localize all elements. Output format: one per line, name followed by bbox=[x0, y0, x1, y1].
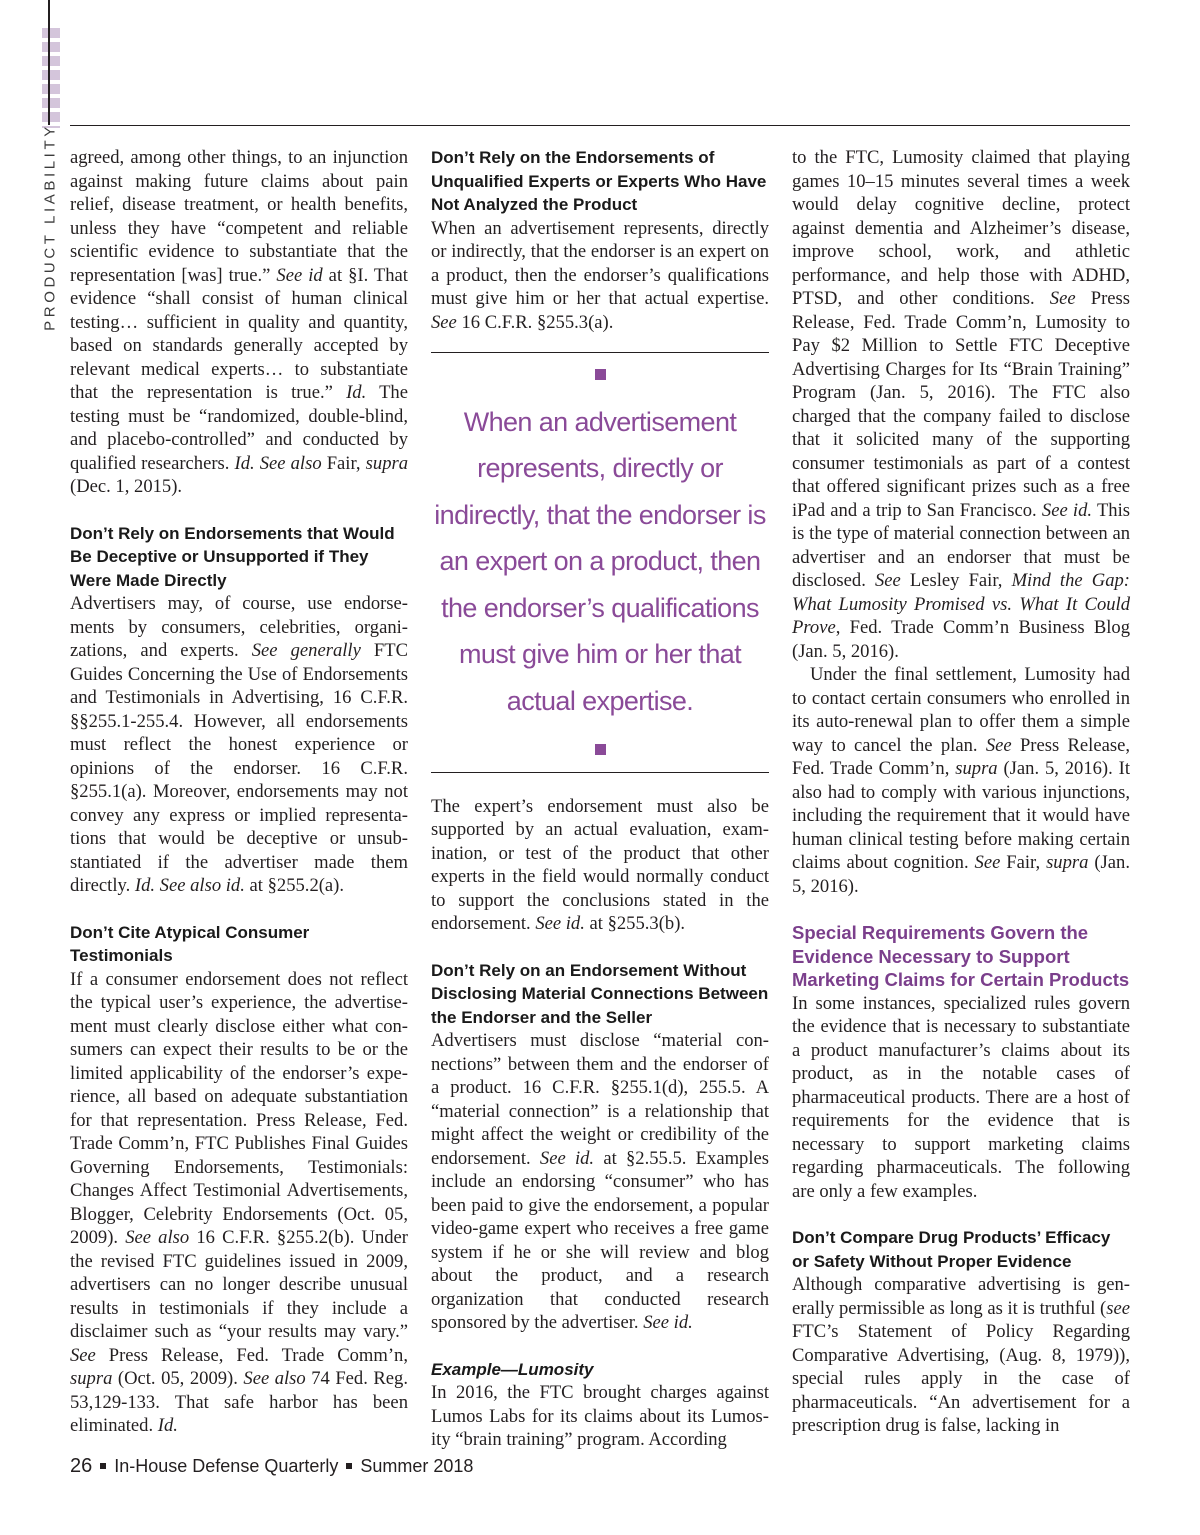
paragraph: In 2016, the FTC brought charges against Lumos Labs for its claims about its Lumosity “brain training” program. According bbox=[431, 1382, 769, 1450]
paragraph: In some instances, specialized rules govern the evidence that is necessary to substantiate a product manufacturer’s claims about its product, as in the notable cases of pharmaceutical products. There are a host of requirements for the evidence that is necessary to support marketing claims regarding pharmaceuticals. The following are only a few examples. bbox=[792, 992, 1130, 1202]
section-heading: Don’t Cite Atypical Consumer Testimonials bbox=[70, 922, 310, 965]
paragraph: Advertisers must disclose “material connections” between them and the endorser of a product. 16 C.F.R. §255.1(d), 255.5. A “material connection” is a relationship that might affect the weight or credibility of the endorsement. See id. at §2.55.5. Examples include an endorsing “consumer” who has been paid to give the endorsement, a popular video-game expert who receives a free game system if he or she will review and blog about the product, and a research organization that conducted research sponsored by the advertiser. See id. bbox=[431, 1030, 769, 1333]
publication-name: In-House Defense Quarterly bbox=[114, 1456, 339, 1476]
page-number: 26 bbox=[70, 1455, 93, 1477]
section-label bbox=[40, 123, 60, 331]
paragraph: When an advertisement represents, directly or indirectly, that the endorser is an expert on a product, then the endorser’s qualifications must give him or her that actual expertise. See 16 C.F.R. §255.3(a). bbox=[431, 217, 769, 333]
paragraph: The expert’s endorsement must also be supported by an actual evaluation, examination, or test of the product that other experts in the field would normally conduct to support the conclusions stated in the endorsement. See id. at §255.3(b). bbox=[431, 795, 769, 934]
header-rule bbox=[70, 125, 1130, 126]
section-heading: Don’t Compare Drug Products’ Efficacy or Safety Without Proper Evidence bbox=[792, 1228, 1111, 1271]
side-tab-ticks bbox=[42, 28, 60, 128]
column-2 bbox=[431, 146, 769, 1452]
issue-date: Summer 2018 bbox=[360, 1456, 474, 1476]
subsection-heading: Example—Lumosity bbox=[431, 1359, 594, 1379]
paragraph: If a consumer endorsement does not reflect the typical user’s experience, the advertisement must clearly disclose either what consumers can expect their results to be or the limited applicability of the endorser’s experience, all based on adequate substantiation for that representation. Press Release, Fed. Trade Comm’n, FTC Publishes Final Guides Governing Endorsements, Testimonials: Changes Affect Testimonial Advertisements, Blogger, Celebrity Endorsements (Oct. 05, 2009). See also 16 C.F.R. §255.2(b). Under the revised FTC guidelines issued in 2009, advertisers can no longer describe unusual results in testimonials if they include a disclaimer such as “your results may vary.” See Press Release, Fed. Trade Comm’n, supra (Oct. 05, 2009). See also 74 Fed. Reg. 53,129-133. That safe harbor has been eliminated. Id. bbox=[70, 968, 408, 1436]
pull-quote bbox=[431, 352, 769, 773]
column-3 bbox=[792, 146, 1130, 1438]
column-1 bbox=[70, 146, 408, 1438]
pull-quote-text: When an advertisement represents, directly or indirectly, that the endorser is an expert on a product, then the endorser’s qualifications must give him or her that actual expertise. bbox=[434, 406, 766, 716]
paragraph: Advertisers may, of course, use endorsements by consumers, celebrities, organizations, and experts. See generally FTC Guides Concerning the Use of Endorsements and Testimonials in Advertising, 16 C.F.R. §§255.1-255.4. However, all endorsements must reflect the honest experience or opinions of the endorser. 16 C.F.R. §255.1(a). Moreover, endorsements may not convey any express or implied representations that would be deceptive or unsubstantiated if the advertiser made them directly. Id. See also id. at §255.2(a). bbox=[70, 593, 409, 896]
section-label-text: PRODUCT LIABILITY bbox=[41, 123, 59, 331]
major-heading: Special Requirements Govern the Evidence Necessary to Support Marketing Claims for Certain Products bbox=[792, 922, 1130, 990]
side-tab-line bbox=[48, 0, 50, 125]
paragraph: Although comparative advertising is generally permissible as long as it is truthful (see FTC’s Statement of Policy Regarding Comparative Advertising, (Aug. 8, 1979)), special rules apply in the case of pharmaceuticals. “An advertisement for a prescription drug is false, lacking in bbox=[792, 1274, 1130, 1436]
section-heading: Don’t Rely on the Endorsements of Unqualified Experts or Experts Who Have Not Analyzed the Product bbox=[431, 148, 767, 214]
bullet-icon bbox=[346, 1463, 352, 1469]
paragraph: to the FTC, Lumosity claimed that playing games 10–15 minutes several times a week would delay cognitive decline, protect against dementia and Alzheimer’s disease, improve school, work, and athletic performance, and help those with ADHD, PTSD, and other conditions. See Press Release, Fed. Trade Comm’n, Lumosity to Pay $2 Million to Settle FTC Deceptive Advertising Charges for Its “Brain Training” Program (Jan. 5, 2016). The FTC also charged that the company failed to disclose that it solicited many of the supporting consumer testimonials as part of a contest that offered significant prizes such as a free iPad and a trip to San Francisco. See id. This is the type of material connection between an advertiser and an endorser that must be disclosed. See Lesley Fair, Mind the Gap: What Lumosity Promised vs. What It Could Prove, Fed. Trade Comm’n Business Blog (Jan. 5, 2016). bbox=[792, 147, 1130, 662]
square-ornament-icon bbox=[595, 744, 606, 755]
square-ornament-icon bbox=[595, 369, 606, 380]
paragraph: Under the final settlement, Lumosity had to contact certain consumers who enrolled in its auto-renewal plan to offer them a simple way to cancel the plan. See Press Release, Fed. Trade Comm’n, supra (Jan. 5, 2016). It also had to comply with various injunctions, including the requirement that it would have human clinical testing before making certain claims about cognition. See Fair, supra (Jan. 5, 2016). bbox=[792, 664, 1130, 897]
paragraph: agreed, among other things, to an injunction against making future claims about pain relief, disease treatment, or health benefits, unless they have “competent and reliable scientific evidence to substantiate that the representation [was] true.” See id at §I. That evidence “shall consist of human clinical testing… sufficient in quality and quantity, based on standards generally accepted by relevant medical experts… to substantiate that the representation is true.” Id. The testing must be “randomized, double-blind, and placebo-controlled” and conducted by qualified researchers. Id. See also Fair, supra (Dec. 1, 2015). bbox=[70, 147, 409, 497]
page-footer bbox=[70, 1455, 473, 1478]
bullet-icon bbox=[100, 1463, 106, 1469]
section-heading: Don’t Rely on Endorsements that Would Be Deceptive or Unsupported if They Were Made Directly bbox=[70, 523, 395, 590]
section-heading: Don’t Rely on an Endorsement Without Disclosing Material Connections Between the Endorser and the Seller bbox=[431, 960, 769, 1027]
